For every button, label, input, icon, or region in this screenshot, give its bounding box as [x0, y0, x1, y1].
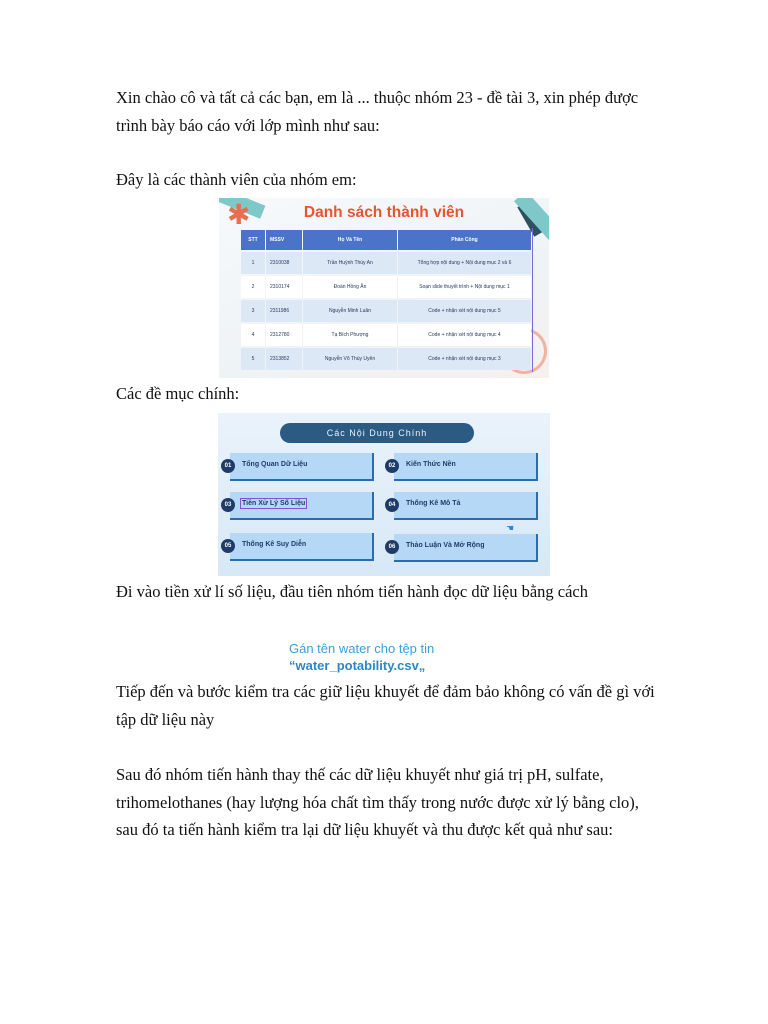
members-intro-paragraph: Đây là các thành viên của nhóm em: [116, 170, 357, 189]
intro-paragraph: Xin chào cô và tất cả các bạn, em là ... thuộc nhóm 23 - đề tài 3, xin phép được trình bày báo cáo với lớp mình như sau: [116, 88, 639, 135]
header-mssv: MSSV [266, 230, 302, 250]
cell-mssv: 2310174 [266, 276, 302, 298]
table-row [241, 276, 531, 298]
header-name: Họ Và Tên [303, 230, 397, 250]
content-label: Thảo Luận Và Mở Rộng [406, 542, 485, 549]
cell-stt: 3 [241, 300, 265, 322]
cell-mssv: 2312780 [266, 324, 302, 346]
table-row [241, 324, 531, 346]
content-label: Thống Kê Suy Diễn [242, 541, 307, 548]
missing-check-paragraph: Tiếp đến và bước kiểm tra các giữ liệu khuyết để đảm bảo không có vấn đề gì với tập dữ liệu này [116, 682, 655, 729]
cell-assignment: Code + nhận xét nội dung mục 3 [398, 348, 531, 370]
cell-mssv: 2313852 [266, 348, 302, 370]
content-card-05 [230, 533, 374, 561]
contents-title: Các Nội Dung Chính [280, 423, 474, 443]
table-row [241, 252, 531, 274]
content-card-06 [394, 534, 538, 562]
content-card-02 [394, 453, 538, 481]
main-topics-paragraph: Các đề mục chính: [116, 384, 240, 403]
content-label: Thống Kê Mô Tả [406, 500, 461, 507]
cell-mssv: 2310038 [266, 252, 302, 274]
cell-name: Đoàn Hồng Ân [303, 276, 397, 298]
code-caption-line1: Gán tên water cho tệp tin [289, 641, 435, 656]
cell-name: Trần Huỳnh Thúy An [303, 252, 397, 274]
replace-missing-paragraph: Sau đó nhóm tiến hành thay thế các dữ liệu khuyết như giá trị pH, sulfate, trihomelothanes (hay lượng hóa chất tìm thấy trong nước được xử lý bằng clo), sau đó ta tiến hành kiểm tra lại dữ liệu khuyết và thu được kết quả như sau: [116, 765, 639, 839]
table-row [241, 300, 531, 322]
code-caption-line2: “water_potability.csv„ [289, 658, 426, 673]
table-header-row [241, 230, 531, 250]
content-card-01 [230, 453, 374, 481]
code-caption-image [289, 640, 479, 674]
preprocessing-paragraph: Đi vào tiền xử lí số liệu, đầu tiên nhóm tiến hành đọc dữ liệu bằng cách [116, 582, 588, 601]
cell-name: Tạ Bích Phượng [303, 324, 397, 346]
cell-name: Nguyễn Võ Thúy Uyên [303, 348, 397, 370]
content-card-03 [230, 492, 374, 520]
cell-name: Nguyễn Minh Luân [303, 300, 397, 322]
cell-stt: 4 [241, 324, 265, 346]
cell-assignment: Tổng hợp nội dung + Nội dung mục 2 và 6 [398, 252, 531, 274]
content-label: Tổng Quan Dữ Liệu [242, 461, 308, 468]
content-number: 04 [385, 498, 399, 512]
content-label: Kiến Thức Nền [406, 461, 456, 468]
content-label: Tiền Xử Lý Số Liệu [242, 500, 306, 507]
content-number: 05 [221, 539, 235, 553]
cell-assignment: Code + nhận xét nội dung mục 4 [398, 324, 531, 346]
members-table [240, 228, 533, 372]
flower-icon: ✱ [227, 199, 251, 230]
content-number: 01 [221, 459, 235, 473]
header-stt: STT [241, 230, 265, 250]
members-title: Danh sách thành viên [303, 204, 465, 221]
table-row [241, 348, 531, 370]
cell-stt: 2 [241, 276, 265, 298]
content-number: 03 [221, 498, 235, 512]
hand-cursor-icon: ☚ [506, 523, 515, 533]
content-card-04 [394, 492, 538, 520]
content-number: 02 [385, 459, 399, 473]
content-number: 06 [385, 540, 399, 554]
main-contents-image [218, 413, 550, 576]
cell-assignment: Code + nhận xét nội dung mục 5 [398, 300, 531, 322]
members-list-image [219, 198, 549, 378]
cell-stt: 5 [241, 348, 265, 370]
cell-assignment: Soạn slide thuyết trình + Nội dung mục 1 [398, 276, 531, 298]
cell-stt: 1 [241, 252, 265, 274]
header-assignment: Phân Công [398, 230, 531, 250]
cell-mssv: 2311986 [266, 300, 302, 322]
